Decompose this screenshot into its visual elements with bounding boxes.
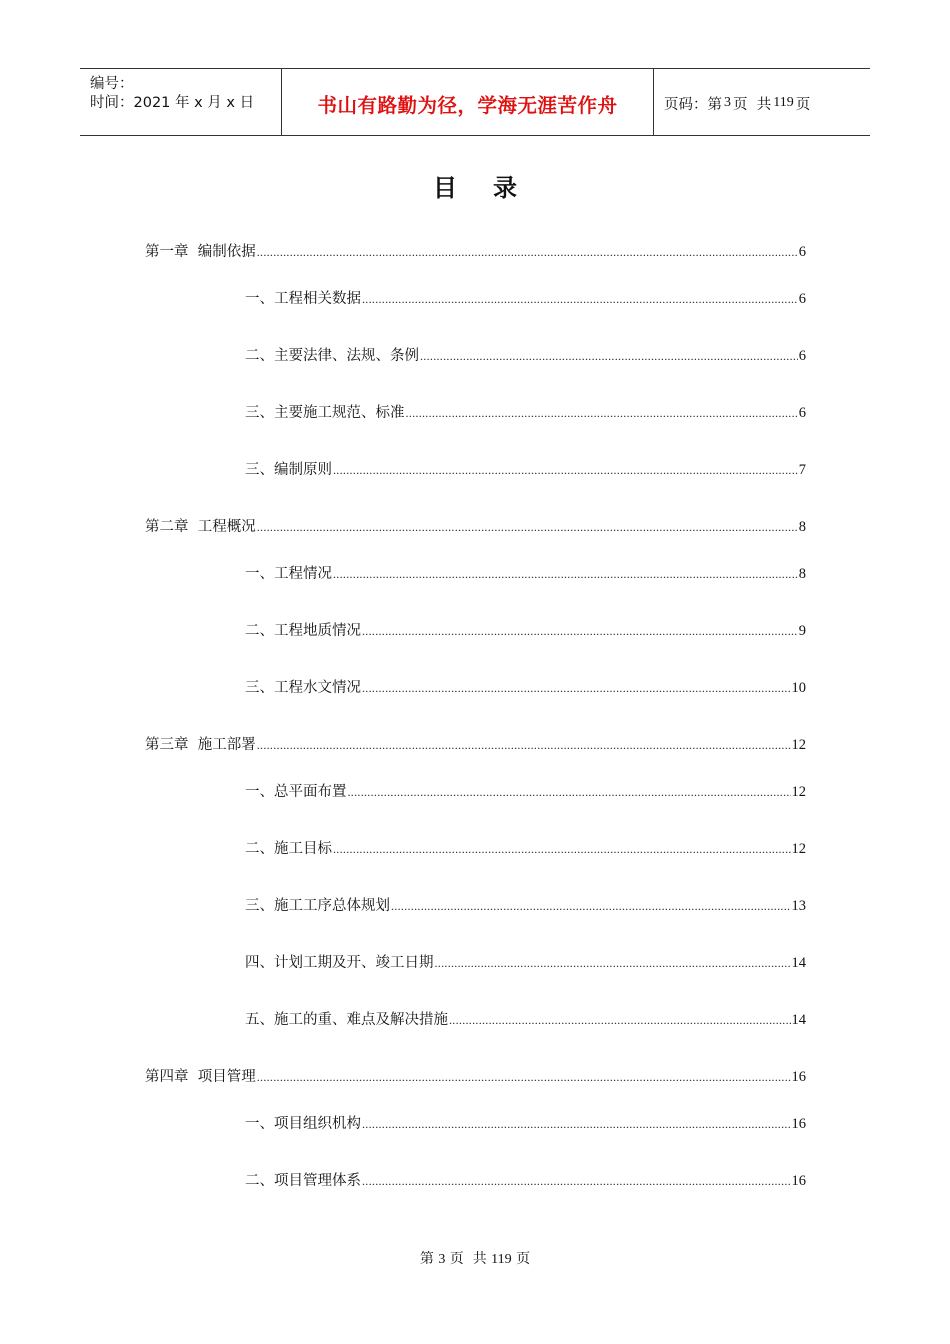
toc-entry-page-number: 12 (791, 737, 806, 753)
toc-entry-page-number: 16 (791, 1116, 806, 1132)
toc-dot-leader (362, 1171, 791, 1191)
toc-entry-label: 一、工程相关数据 (245, 291, 361, 307)
toc-section-entry[interactable] (245, 1010, 806, 1030)
toc-section-entry[interactable] (245, 289, 806, 309)
toc-section-entry[interactable] (245, 839, 806, 859)
toc-section-entry[interactable] (245, 1114, 806, 1134)
toc-dot-leader (362, 289, 798, 309)
document-time-label: 时间：2021 年 x 月 x 日 (90, 95, 255, 111)
toc-entry-page-number: 16 (791, 1173, 806, 1189)
toc-entry-label: 一、工程情况 (245, 566, 332, 582)
header-page-suffix: 页 (795, 96, 811, 113)
toc-dot-leader (362, 1114, 791, 1134)
toc-entry-page-number: 7 (798, 462, 806, 478)
toc-dot-leader (435, 953, 791, 973)
toc-chapter-entry[interactable] (145, 242, 806, 262)
toc-section-entry[interactable] (245, 678, 806, 698)
toc-entry-label: 二、项目管理体系 (245, 1173, 361, 1189)
toc-entry-label: 四、计划工期及开、竣工日期 (245, 955, 434, 971)
toc-dot-leader (333, 564, 798, 584)
header-page-mid: 页 共 (733, 96, 772, 113)
toc-entry-page-number: 10 (791, 680, 806, 696)
toc-entry-label: 三、编制原则 (245, 462, 332, 478)
toc-entry-page-number: 12 (791, 841, 806, 857)
header-page-total: 119 (773, 95, 794, 110)
toc-section-entry[interactable] (245, 403, 806, 423)
toc-entry-label: 第二章 工程概况 (145, 519, 256, 535)
toc-section-entry[interactable] (245, 953, 806, 973)
footer-page-total: 119 (491, 1252, 512, 1267)
toc-entry-page-number: 6 (798, 291, 806, 307)
toc-section-entry[interactable] (245, 782, 806, 802)
toc-chapter-entry[interactable] (145, 1067, 806, 1087)
toc-entry-page-number: 9 (798, 623, 806, 639)
toc-entry-page-number: 6 (798, 244, 806, 260)
toc-entry-label: 一、项目组织机构 (245, 1116, 361, 1132)
toc-chapter-entry[interactable] (145, 735, 806, 755)
toc-entry-label: 一、总平面布置 (245, 784, 347, 800)
toc-section-entry[interactable] (245, 564, 806, 584)
toc-entry-label: 二、主要法律、法规、条例 (245, 348, 419, 364)
document-number-label: 编号： (90, 76, 134, 92)
toc-section-entry[interactable] (245, 460, 806, 480)
toc-entry-page-number: 14 (791, 1012, 806, 1028)
header-motto: 书山有路勤为径，学海无涯苦作舟 (317, 94, 618, 117)
toc-dot-leader (449, 1010, 791, 1030)
page-footer (0, 1248, 950, 1268)
footer-prefix: 第 (419, 1251, 434, 1267)
toc-entry-label: 第四章 项目管理 (145, 1069, 256, 1085)
toc-section-entry[interactable] (245, 896, 806, 916)
footer-page-current: 3 (438, 1252, 446, 1267)
toc-dot-leader (333, 839, 791, 859)
toc-entry-label: 第一章 编制依据 (145, 244, 256, 260)
toc-entry-page-number: 8 (798, 566, 806, 582)
toc-dot-leader (362, 678, 791, 698)
toc-entry-label: 第三章 施工部署 (145, 737, 256, 753)
toc-dot-leader (257, 1067, 791, 1087)
toc-entry-page-number: 12 (791, 784, 806, 800)
toc-section-entry[interactable] (245, 346, 806, 366)
toc-title: 目录 (433, 174, 553, 202)
header-page-prefix: 页码：第 (664, 96, 722, 113)
toc-entry-page-number: 16 (791, 1069, 806, 1085)
footer-mid: 页 共 (449, 1251, 487, 1267)
toc-dot-leader (391, 896, 791, 916)
toc-chapter-entry[interactable] (145, 517, 806, 537)
header-page-current: 3 (724, 95, 731, 110)
toc-dot-leader (348, 782, 791, 802)
toc-entry-page-number: 8 (798, 519, 806, 535)
toc-dot-leader (257, 517, 798, 537)
toc-entry-page-number: 6 (798, 405, 806, 421)
toc-entry-page-number: 14 (791, 955, 806, 971)
toc-dot-leader (333, 460, 798, 480)
toc-entry-page-number: 6 (798, 348, 806, 364)
toc-entry-label: 五、施工的重、难点及解决措施 (245, 1012, 448, 1028)
footer-suffix: 页 (516, 1251, 531, 1267)
toc-dot-leader (362, 621, 798, 641)
toc-entry-label: 三、施工工序总体规划 (245, 898, 390, 914)
toc-dot-leader (420, 346, 798, 366)
toc-dot-leader (406, 403, 798, 423)
toc-dot-leader (257, 242, 798, 262)
toc-entry-page-number: 13 (791, 898, 806, 914)
toc-entry-label: 二、施工目标 (245, 841, 332, 857)
toc-entry-label: 二、工程地质情况 (245, 623, 361, 639)
toc-section-entry[interactable] (245, 1171, 806, 1191)
toc-section-entry[interactable] (245, 621, 806, 641)
toc-dot-leader (257, 735, 791, 755)
toc-entry-label: 三、工程水文情况 (245, 680, 361, 696)
toc-entry-label: 三、主要施工规范、标准 (245, 405, 405, 421)
